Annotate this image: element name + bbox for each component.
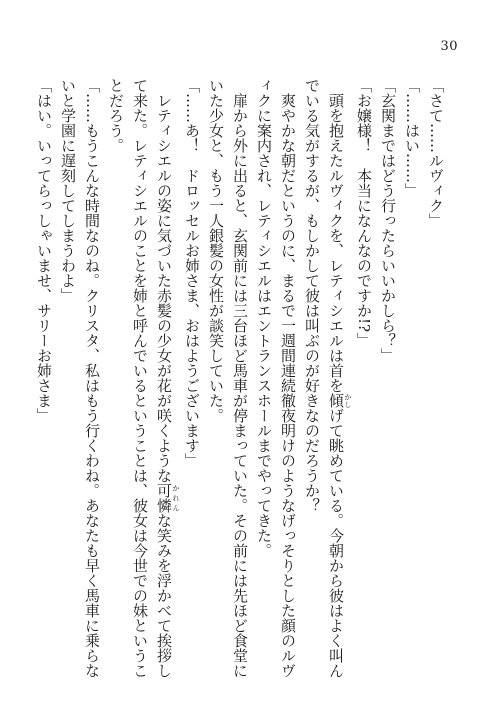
furigana-word: 傾 かし <box>327 393 352 408</box>
page-number: 30 <box>440 39 458 54</box>
furigana-reading: かし <box>344 393 352 408</box>
paragraph-3: 「玄関まではどう行ったらいいかしら？」 <box>379 78 397 363</box>
paragraph-2: 「……はい……」 <box>403 78 421 198</box>
paragraph-6: 爽やかな朝だというのに、まるで一週間連続徹夜明けのようなげっそりとした顔のルヴィクに案内され、レティシエルはエントランスホールまでやってきた。 <box>255 78 297 678</box>
paragraph-9: レティシエルの姿に気づいた赤髪の少女が花が咲くような可憐 かれんな笑みを浮かべて挨拶して来た。レティシエルのことを姉と呼んでいるということは、彼女は今世での妹ということだろう。 <box>107 78 180 678</box>
paragraph-8: 「……あ！ ドロッセルお姉さま、おはようございます」 <box>183 78 201 468</box>
paragraph-10: 「……もうこんな時間なのね。クリスタ、私はもう行くわね。あなたも早く馬車に乗らないと学園に遅刻してしまうわよ」 <box>59 78 101 678</box>
paragraph-11: 「はい。いってらっしゃいませ、サリーお姉さま」 <box>35 78 53 423</box>
furigana-word: 可憐 かれん <box>155 483 180 513</box>
vertical-text-block <box>35 78 448 678</box>
paragraph-5: 頭を抱えたルヴィクを、レティシエルは首を傾 かしげて眺めている。今朝から彼はよく叫んでいる気がするが、もしかして彼は叫ぶのが好きなのだろうか？ <box>303 78 352 678</box>
paragraph-4: 「お嬢様！ 本当になんなのですか!?」 <box>355 78 373 348</box>
furigana-reading: かれん <box>172 483 180 513</box>
paragraph-1: 「さて……ルヴィク」 <box>427 78 445 228</box>
paragraph-7: 扉から外に出ると、玄関前には三台ほど馬車が停まっていた。その前には先ほど食堂にいた少女と、もう一人銀髪の女性が談笑していた。 <box>207 78 249 678</box>
